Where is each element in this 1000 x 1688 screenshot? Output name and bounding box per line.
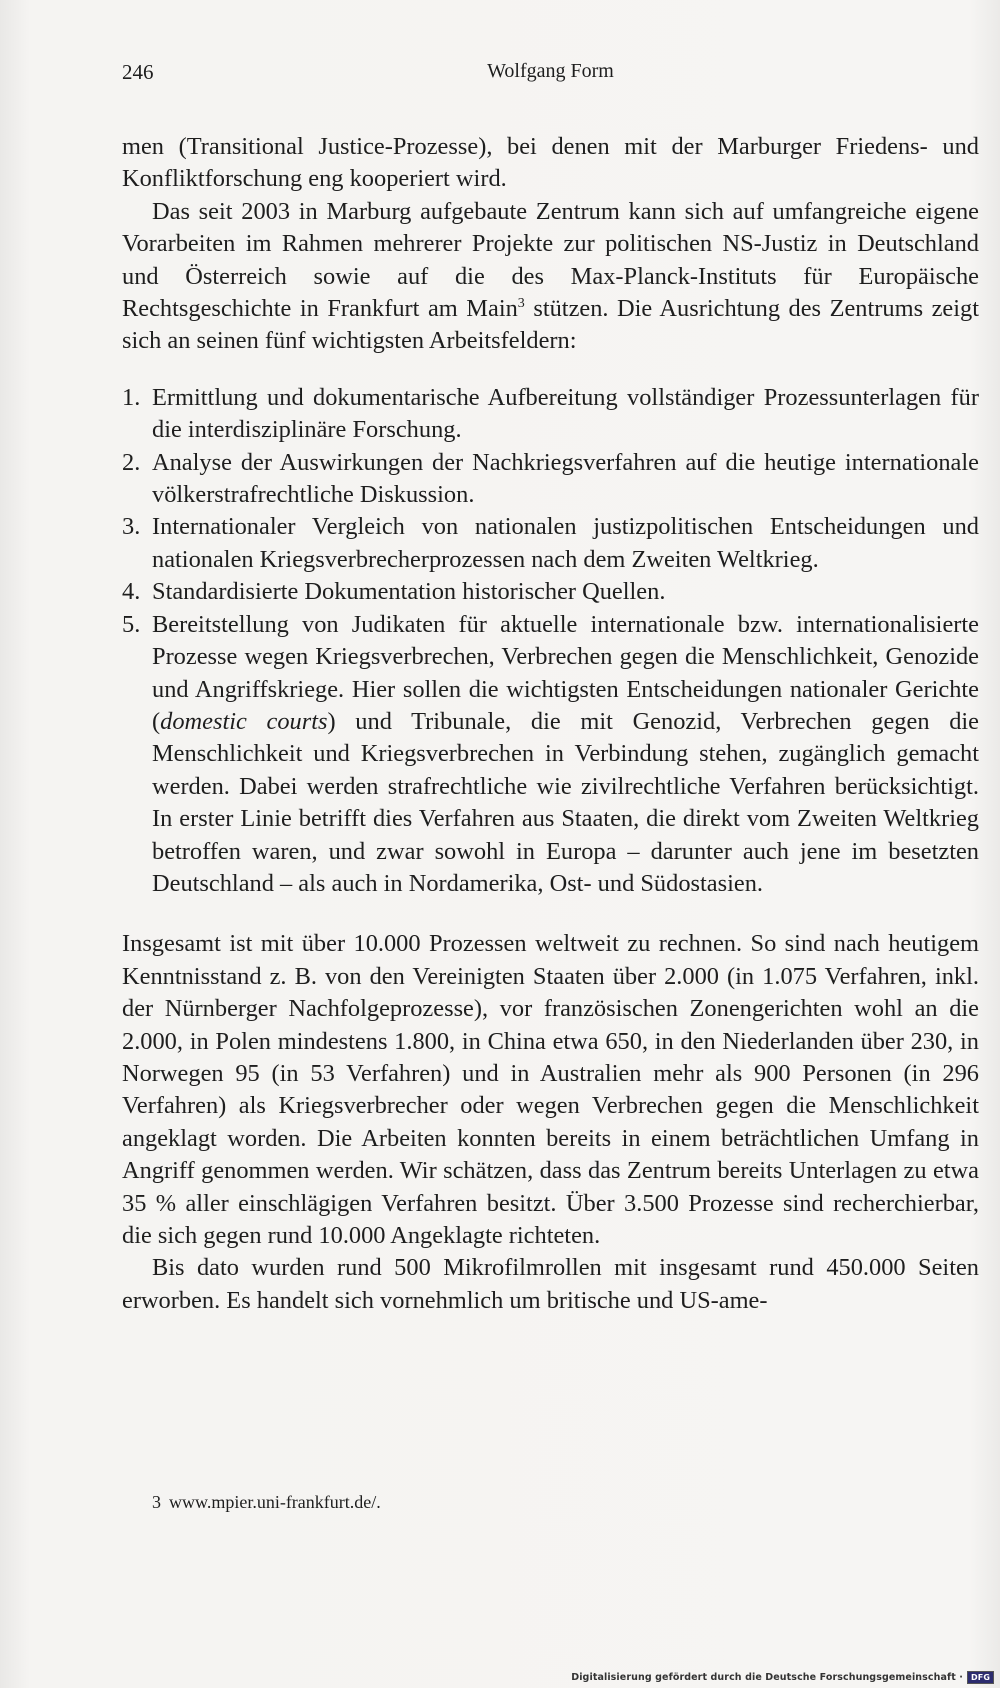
list-number: 1. <box>122 383 141 411</box>
list-item <box>122 576 979 608</box>
footnote <box>152 1490 952 1514</box>
paragraph-2 <box>122 196 979 358</box>
list-item <box>122 447 979 512</box>
paragraph-1: men (Transitional Justice-Prozesse), bei denen mit der Marburger Friedens- und Konfliktforschung eng kooperiert wird. <box>122 133 979 193</box>
list-number: 5. <box>122 610 141 638</box>
list-item-text: Internationaler Vergleich von nationalen justizpolitischen Entscheidungen und nationalen Kriegsverbrecherprozessen nach dem Zweiten Weltkrieg. <box>152 513 979 573</box>
work-fields-list <box>122 382 979 901</box>
list-number: 2. <box>122 448 141 476</box>
paragraph-4: Bis dato wurden rund 500 Mikrofilmrollen mit insgesamt rund 450.000 Seiten erworben. Es handelt sich vornehmlich um britische und US-ame- <box>122 1254 979 1314</box>
list-item-text: Bereitstellung von Judikaten für aktuelle internationale bzw. internationalisierte Prozesse wegen Kriegsverbrechen, Verbrechen gegen die Menschlichkeit, Genozide und Angriffskriege. Hier sollen die wichtigsten Entscheidungen nationaler Gerichte ( <box>152 610 979 735</box>
list-item-text: Ermittlung und dokumentarische Aufbereitung vollständiger Prozessunterlagen für die interdisziplinäre Forschung. <box>152 383 979 444</box>
list-number: 3. <box>122 513 141 541</box>
list-number: 4. <box>122 578 141 606</box>
digitization-text: Digitalisierung gefördert durch die Deutsche Forschungsgemeinschaft · <box>571 1672 964 1683</box>
body-text <box>122 131 979 1317</box>
list-item <box>122 511 979 576</box>
italic-term: domestic courts <box>160 707 328 735</box>
running-head-author: Wolfgang Form <box>487 60 614 82</box>
list-item <box>122 609 979 901</box>
list-item-text: Analyse der Auswirkungen der Nachkriegsverfahren auf die heutige internationale völkerstrafrechtliche Diskussion. <box>152 448 979 509</box>
footnote-link[interactable]: www.mpier.uni-frankfurt.de/. <box>169 1492 381 1512</box>
footnote-marker[interactable]: 3 <box>517 296 525 312</box>
digitization-notice <box>571 1671 994 1684</box>
list-item-text-continuation: ) und Tribunale, die mit Genozid, Verbrechen gegen die Menschlichkeit und Kriegsverbrechen in Verbindung stehen, zugänglich gemacht werden. Dabei werden strafrechtliche wie zivilrechtliche Verfahren berücksichtigt. In erster Linie betrifft dies Verfahren aus Staaten, die direkt vom Zweiten Weltkrieg betroffen waren, und zwar sowohl in Europa – darunter auch jene im besetzten Deutschland – als auch in Nordamerika, Ost- und Südostasien. <box>152 707 979 897</box>
dfg-logo: DFG <box>967 1671 994 1684</box>
paragraph-3: Insgesamt ist mit über 10.000 Prozessen weltweit zu rechnen. So sind nach heutigem Kenntnisstand z. B. von den Vereinigten Staaten über 2.000 (in 1.075 Verfahren, inkl. der Nürnberger Nachfolgeprozesse), vor französischen Zonengerichten wohl an die 2.000, in Polen mindestens 1.800, in China etwa 650, in den Niederlanden über 230, in Norwegen 95 (in 53 Verfahren) und in Australien mehr als 900 Personen (in 296 Verfahren) als Kriegsverbrecher oder wegen Verbrechen gegen die Menschlichkeit angeklagt worden. Die Arbeiten konnten bereits in einem beträchtlichen Umfang in Angriff genommen werden. Wir schätzen, dass das Zentrum bereits Unterlagen zu etwa 35 % aller einschlägigen Verfahren besitzt. Über 3.500 Prozesse sind recherchierbar, die sich gegen rund 10.000 Angeklagte richteten. <box>122 930 979 1249</box>
page-header <box>122 60 979 90</box>
paragraph-2-text: Das seit 2003 in Marburg aufgebaute Zentrum kann sich auf umfangreiche eigene Vorarbeiten im Rahmen mehrerer Projekte zur politischen NS-Justiz in Deutschland und Österreich sowie auf die des Max-Planck-Instituts für Europäische Rechtsgeschichte in Frankfurt am Main <box>122 197 979 323</box>
page-number: 246 <box>122 60 154 84</box>
paragraph-2-continuation: stützen. Die Ausrichtung des Zentrums zeigt sich an seinen fünf wichtigsten Arbeitsfeldern: <box>122 295 979 355</box>
list-item <box>122 382 979 447</box>
list-item-text: Standardisierte Dokumentation historischer Quellen. <box>152 578 666 606</box>
footnote-number: 3 <box>152 1492 161 1512</box>
